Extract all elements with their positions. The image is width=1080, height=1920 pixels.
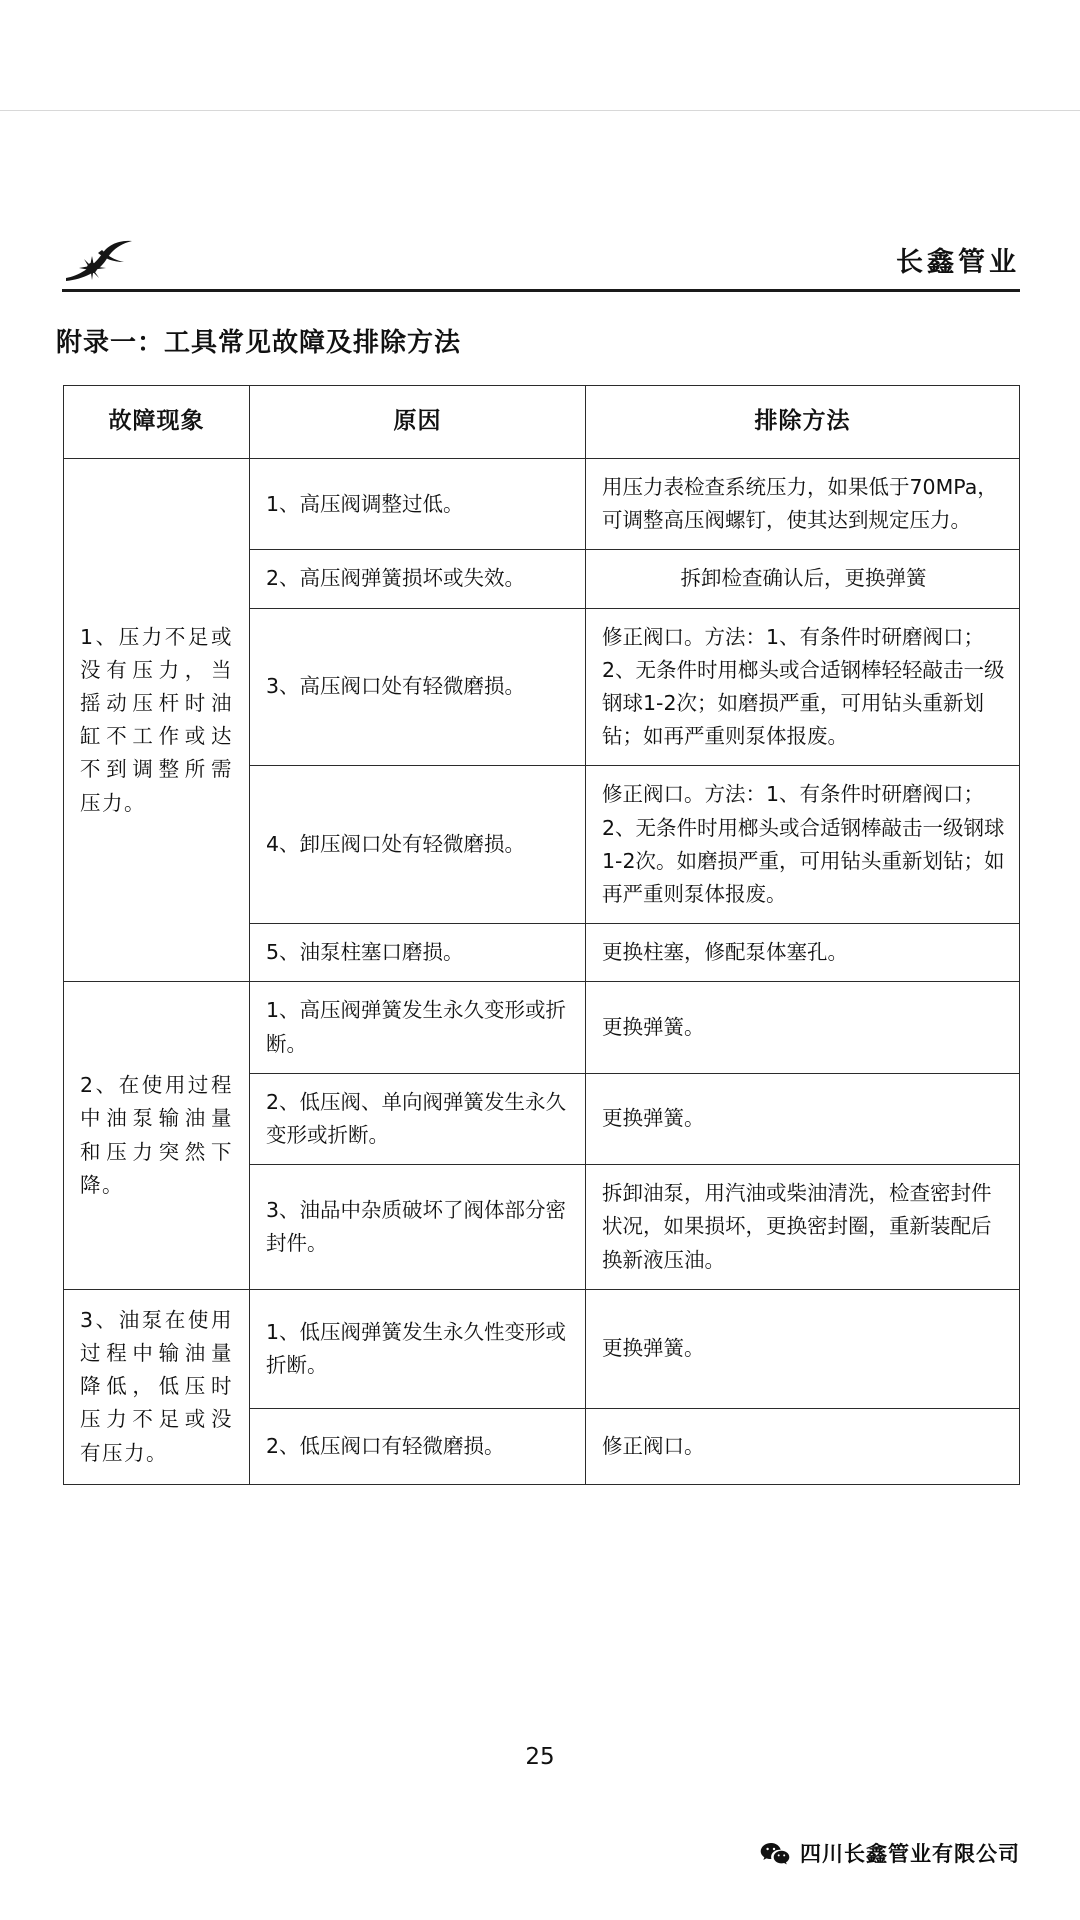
column-header-cause: 原因 [250,386,586,459]
star-swoosh-logo [62,238,138,284]
page-title: 附录一：工具常见故障及排除方法 [56,328,462,358]
table-row [64,982,1020,1073]
table-row [64,459,1020,550]
fault-remedy-cell: 更换弹簧。 [586,1289,1020,1408]
fault-remedy-cell: 更换弹簧。 [586,1073,1020,1164]
fault-remedy-cell: 拆卸油泵，用汽油或柴油清洗，检查密封件状况，如果损坏，更换密封圈，重新装配后换新液压油。 [586,1165,1020,1290]
fault-cause-cell: 1、高压阀调整过低。 [250,459,586,550]
table-header-row [64,386,1020,459]
fault-remedy-cell: 更换弹簧。 [586,982,1020,1073]
fault-phenomenon-cell: 3、油泵在使用过程中输油量降低，低压时压力不足或没有压力。 [64,1289,250,1484]
fault-remedy-cell: 拆卸检查确认后，更换弹簧 [586,550,1020,608]
fault-cause-cell: 2、低压阀、单向阀弹簧发生永久变形或折断。 [250,1073,586,1164]
table-row [64,1289,1020,1408]
fault-cause-cell: 1、高压阀弹簧发生永久变形或折断。 [250,982,586,1073]
footer-company-name: 四川长鑫管业有限公司 [800,1842,1020,1866]
column-header-phenomenon: 故障现象 [64,386,250,459]
top-divider [0,110,1080,111]
fault-remedy-cell: 修正阀口。方法：1、有条件时研磨阀口；2、无条件时用榔头或合适钢棒敲击一级钢球1-2次。如磨损严重，可用钻头重新划钻；如再严重则泵体报废。 [586,766,1020,924]
fault-cause-cell: 5、油泵柱塞口磨损。 [250,924,586,982]
fault-cause-cell: 2、高压阀弹簧损坏或失效。 [250,550,586,608]
brand-name: 长鑫管业 [896,247,1020,278]
fault-remedy-cell: 更换柱塞，修配泵体塞孔。 [586,924,1020,982]
wechat-icon [760,1841,790,1866]
fault-remedy-cell: 修正阀口。 [586,1409,1020,1485]
footer [760,1838,1020,1868]
page-number: 25 [525,1744,555,1770]
page-header [62,238,1020,292]
fault-cause-cell: 3、油品中杂质破坏了阀体部分密封件。 [250,1165,586,1290]
header-rule [62,289,1020,292]
fault-remedy-cell: 用压力表检查系统压力，如果低于70MPa，可调整高压阀螺钉，使其达到规定压力。 [586,459,1020,550]
fault-phenomenon-cell: 2、在使用过程中油泵输油量和压力突然下降。 [64,982,250,1289]
fault-cause-cell: 3、高压阀口处有轻微磨损。 [250,608,586,766]
fault-troubleshooting-table [63,385,1020,1485]
fault-cause-cell: 4、卸压阀口处有轻微磨损。 [250,766,586,924]
fault-remedy-cell: 修正阀口。方法：1、有条件时研磨阀口；2、无条件时用榔头或合适钢棒轻轻敲击一级钢球1-2次；如磨损严重，可用钻头重新划钻；如再严重则泵体报废。 [586,608,1020,766]
fault-cause-cell: 1、低压阀弹簧发生永久性变形或折断。 [250,1289,586,1408]
column-header-remedy: 排除方法 [586,386,1020,459]
fault-cause-cell: 2、低压阀口有轻微磨损。 [250,1409,586,1485]
fault-phenomenon-cell: 1、压力不足或没有压力，当摇动压杆时油缸不工作或达不到调整所需压力。 [64,459,250,982]
